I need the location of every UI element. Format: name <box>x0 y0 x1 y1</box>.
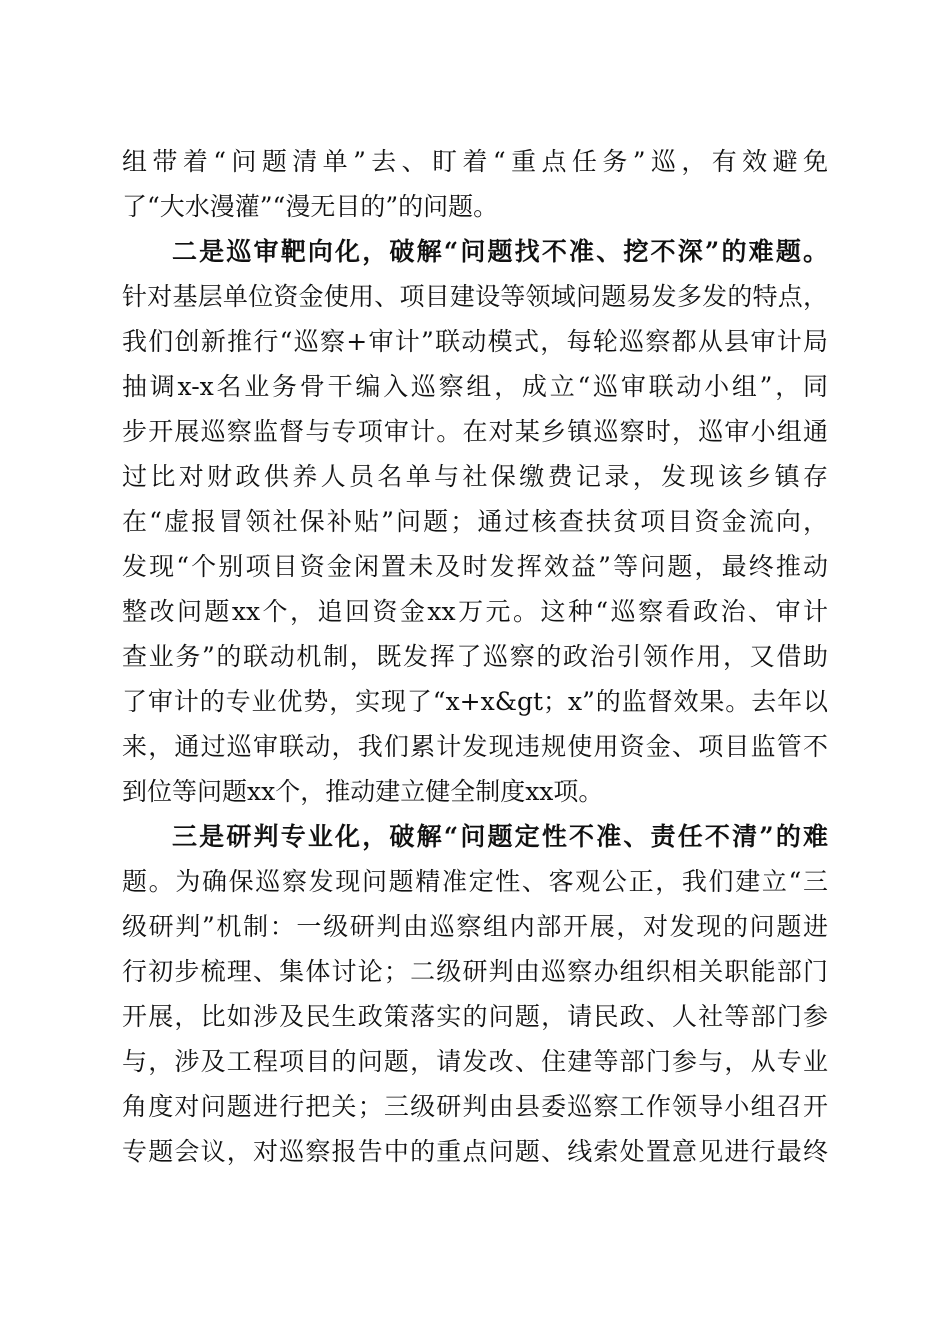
paragraph-heading-line: 二是巡审靶向化，破解“问题找不准、挖不深”的难题。 <box>172 237 828 266</box>
text-line: 了“大水漫灌”“漫无目的”的问题。 <box>122 192 499 221</box>
text-line: 抽调x-x名业务骨干编入巡察组，成立“巡审联动小组”，同 <box>122 372 828 401</box>
text-line: 与，涉及工程项目的问题，请发改、住建等部门参与，从专业 <box>122 1047 828 1076</box>
text-line: 步开展巡察监督与专项审计。在对某乡镇巡察时，巡审小组通 <box>122 417 828 446</box>
text-line: 在“虚报冒领社保补贴”问题；通过核查扶贫项目资金流向， <box>122 507 828 536</box>
text-line: 查业务”的联动机制，既发挥了巡察的政治引领作用，又借助 <box>122 642 828 671</box>
text-line: 专题会议，对巡察报告中的重点问题、线索处置意见进行最终 <box>122 1137 828 1166</box>
text-line: 角度对问题进行把关；三级研判由县委巡察工作领导小组召开 <box>122 1092 828 1121</box>
text-line: 来，通过巡审联动，我们累计发现违规使用资金、项目监管不 <box>122 732 828 761</box>
paragraph-heading-line: 三是研判专业化，破解“问题定性不准、责任不清”的难 <box>172 822 828 851</box>
text-line: 我们创新推行“巡察+审计”联动模式，每轮巡察都从县审计局 <box>122 327 828 356</box>
text-line: 针对基层单位资金使用、项目建设等领域问题易发多发的特点， <box>122 282 828 311</box>
text-line: 发现“个别项目资金闲置未及时发挥效益”等问题，最终推动 <box>122 552 828 581</box>
text-line: 级研判”机制：一级研判由巡察组内部开展，对发现的问题进 <box>122 912 828 941</box>
text-line: 组带着“问题清单”去、盯着“重点任务”巡，有效避免 <box>122 147 828 176</box>
text-line: 了审计的专业优势，实现了“x+x&gt；x”的监督效果。去年以 <box>122 687 828 716</box>
text-line: 整改问题xx个，追回资金xx万元。这种“巡察看政治、审计 <box>122 597 828 626</box>
text-line: 行初步梳理、集体讨论；二级研判由巡察办组织相关职能部门 <box>122 957 828 986</box>
text-line: 开展，比如涉及民生政策落实的问题，请民政、人社等部门参 <box>122 1002 828 1031</box>
text-line: 题。为确保巡察发现问题精准定性、客观公正，我们建立“三 <box>122 867 828 896</box>
text-line: 到位等问题xx个，推动建立健全制度xx项。 <box>122 777 604 806</box>
text-line: 过比对财政供养人员名单与社保缴费记录，发现该乡镇存 <box>122 462 828 491</box>
